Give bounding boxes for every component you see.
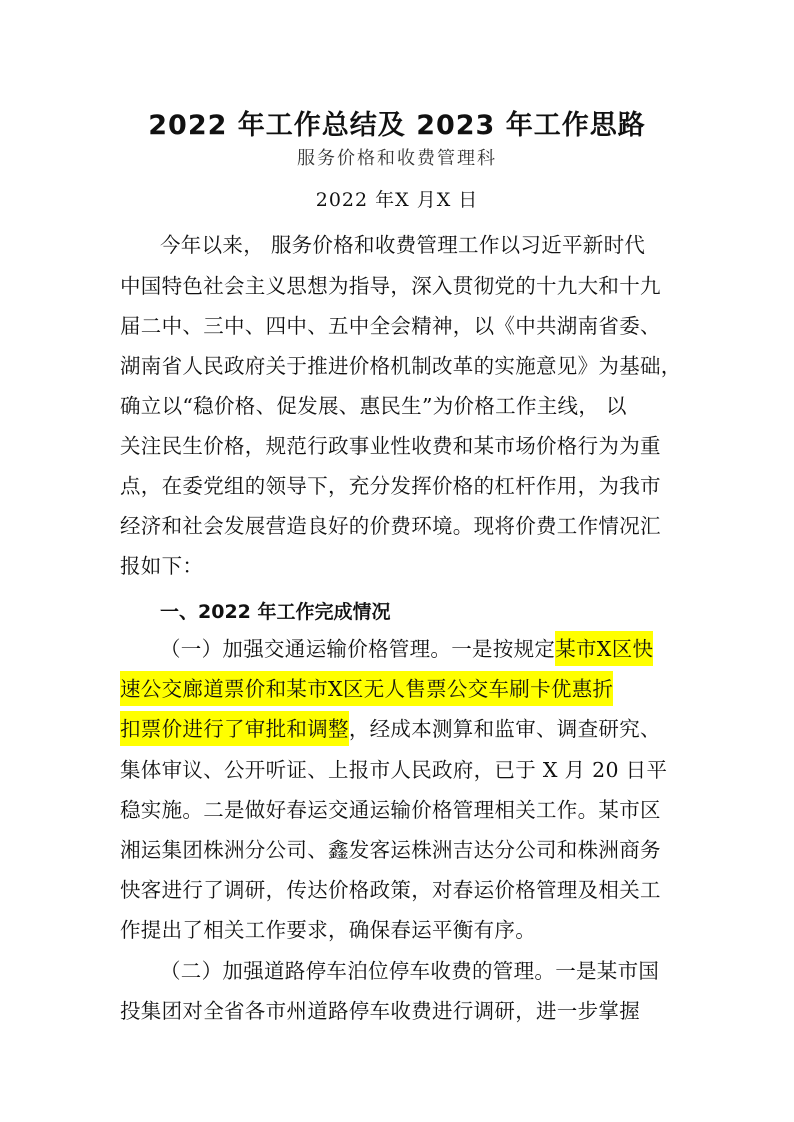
document-date: 2022 年X 月X 日: [315, 189, 479, 211]
paragraph-line: 稳实施。二是做好春运交通运输价格管理相关工作。某市区: [120, 798, 661, 822]
intro-line: 中国特色社会主义思想为指导，深入贯彻党的十九大和十九: [120, 274, 661, 298]
document-title: 2022 年工作总结及 2023 年工作思路: [148, 110, 646, 141]
paragraph-line: 作提出了相关工作要求，确保春运平衡有序。: [120, 918, 536, 942]
intro-line: 确立以“稳价格、促发展、惠民生”为价格工作主线， 以: [120, 394, 627, 418]
intro-line: 届二中、三中、四中、五中全会精神，以《中共湖南省委、: [120, 314, 661, 338]
paragraph-text: （一）加强交通运输价格管理。一是按规定: [160, 637, 556, 661]
highlighted-text: 扣票价进行了审批和调整: [120, 711, 349, 746]
paragraph-line: [160, 632, 680, 666]
document-subtitle: 服务价格和收费管理科: [297, 148, 497, 169]
paragraph-line: 快客进行了调研，传达价格政策，对春运价格管理及相关工: [120, 878, 661, 902]
intro-line: 关注民生价格，规范行政事业性收费和某市场价格行为为重: [120, 434, 661, 458]
intro-line: 今年以来， 服务价格和收费管理工作以习近平新时代: [160, 233, 646, 257]
paragraph-line: [120, 712, 680, 746]
intro-line: 湖南省人民政府关于推进价格机制改革的实施意见》为基础，: [120, 354, 682, 378]
paragraph-line: 集体审议、公开听证、上报市人民政府，已于 X 月 20 日平: [120, 758, 668, 782]
highlighted-text: 速公交廊道票价和某市X区无人售票公交车刷卡优惠折: [120, 671, 613, 706]
paragraph-text: ，经成本测算和监审、调查研究、: [348, 717, 661, 741]
intro-line: 经济和社会发展营造良好的价费环境。现将价费工作情况汇: [120, 514, 661, 538]
intro-line: 报如下：: [120, 554, 204, 578]
paragraph-line: （二）加强道路停车泊位停车收费的管理。一是某市国: [160, 959, 660, 983]
intro-line: 点，在委党组的领导下，充分发挥价格的杠杆作用，为我市: [120, 474, 661, 498]
paragraph-line: 湘运集团株洲分公司、鑫发客运株洲吉达分公司和株洲商务: [120, 838, 661, 862]
paragraph-line: 投集团对全省各市州道路停车收费进行调研，进一步掌握: [120, 999, 640, 1023]
paragraph-line: [120, 672, 680, 706]
highlighted-text: 某市X区快: [555, 631, 653, 666]
section-heading: 一、2022 年工作完成情况: [160, 601, 391, 623]
